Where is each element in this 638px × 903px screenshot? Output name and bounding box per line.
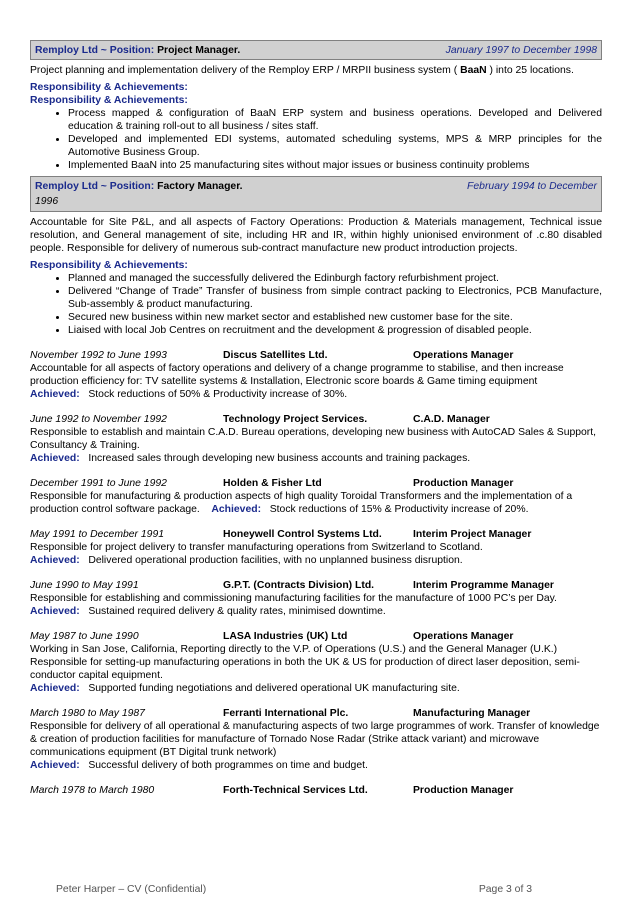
job-line [30,349,602,362]
achieved-text: Supported funding negotiations and delivered operational UK manufacturing site. [88,683,460,694]
job-role: Interim Programme Manager [413,580,554,591]
achieved-label: Achieved: [30,683,80,694]
job-line [30,528,602,541]
job-achievement [30,682,602,695]
job-description: Accountable for all aspects of factory operations and delivery of a change programme to stabilise, and then increase production efficiency for: TV satellite systems & Installation, Electronic score boards & Game timing equipment [30,363,564,387]
job-dates: December 1991 to June 1992 [30,478,167,489]
responsibility-heading: Responsibility & Achievements: [30,95,188,106]
job-line [30,579,602,592]
job-company: Ferranti International Plc. [223,708,349,719]
list-item: • Planned and managed the successfully delivered the Edinburgh factory refurbishment project. [68,272,602,285]
job-description: Working in San Jose, California, Reporting directly to the V.P. of Operations (U.S.) and the General Manager (U.K.) Responsible for setting-up manufacturing operations in both the UK & US for production of direct laser deposition, semi-conductor capital equipment. [30,644,580,681]
job-entry [30,477,602,516]
job-description: Responsible to establish and maintain C.A.D. Bureau operations, developing new business with AutoCAD Sales & Support, Consultancy & Training. [30,427,597,451]
achieved-label: Achieved: [30,389,80,400]
job-achievement [30,452,602,465]
achieved-text: Successful delivery of both programmes on time and budget. [88,760,368,771]
achieved-text: Sustained required delivery & quality rates, minimised downtime. [88,606,386,617]
position-description: Project planning and implementation delivery of the Remploy ERP / MRPII business system ( BaaN ) into 25 locations. [30,65,574,76]
job-entry [30,707,602,772]
achieved-text: Increased sales through developing new business accounts and training packages. [88,453,471,464]
job-company: Technology Project Services. [223,414,368,425]
list-item: • Developed and implemented EDI systems, automated scheduling systems, MPS & MRP principles for the Automotive Business Group. [68,133,602,159]
footer-title: Peter Harper – CV (Confidential) [56,884,207,895]
job-entry [30,413,602,465]
position-dates: January 1997 to December 1998 [445,44,597,56]
job-company: Discus Satellites Ltd. [223,350,328,361]
job-description: Responsible for project delivery to transfer manufacturing operations from Switzerland to Scotland. [30,542,483,553]
achieved-label: Achieved: [211,504,262,515]
job-role: Production Manager [413,478,514,489]
position-title: Remploy Ltd ~ Position: Factory Manager. [35,181,243,192]
job-entry [30,784,602,797]
achieved-label: Achieved: [30,555,80,566]
achievements-list [30,272,602,337]
job-role: C.A.D. Manager [413,414,490,425]
list-item: • Secured new business within new market sector and established new customer base for the site. [68,311,602,324]
page-number: Page 3 of 3 [478,884,532,895]
job-dates: June 1990 to May 1991 [30,580,139,591]
job-line [30,477,602,490]
job-achievement [30,388,602,401]
cv-page [30,40,602,797]
job-description: Responsible for manufacturing & production aspects of high quality Toroidal Transformers and the implementation of a production control software package. Achieved: Stock reductions of 15% & Productivity increase of 20%. [30,491,573,515]
job-role: Production Manager [413,785,514,796]
achieved-text: Stock reductions of 50% & Productivity increase of 30%. [88,389,348,400]
achievements-list [30,107,602,172]
achieved-label: Achieved: [30,453,80,464]
job-entry [30,579,602,618]
job-dates: May 1991 to December 1991 [30,529,165,540]
position-header-2 [30,176,602,212]
job-company: Honeywell Control Systems Ltd. [223,529,382,540]
page-footer [56,883,532,896]
job-role: Operations Manager [413,631,514,642]
job-company: Holden & Fisher Ltd [223,478,322,489]
job-role: Manufacturing Manager [413,708,531,719]
job-line [30,630,602,643]
job-history [30,349,602,797]
job-achievement [30,759,602,772]
job-line [30,413,602,426]
responsibility-heading: Responsibility & Achievements: [30,260,188,271]
job-company: G.P.T. (Contracts Division) Ltd. [223,580,375,591]
job-dates: March 1978 to March 1980 [30,785,155,796]
job-dates: March 1980 to May 1987 [30,708,145,719]
achieved-text: Stock reductions of 15% & Productivity increase of 20%. [269,504,529,515]
job-entry [30,349,602,401]
job-line [30,707,602,720]
position-dates: February 1994 to December [467,181,597,192]
job-description: Responsible for delivery of all operational & manufacturing aspects of two large programmes of work. Transfer of knowledge & creation of production facilities for manufacture of Tornado Nose Radar (Strike attack variant) and microwave communications equipment (BT Digital trunk network) [30,721,600,758]
job-entry [30,528,602,567]
job-dates: May 1987 to June 1990 [30,631,139,642]
job-role: Interim Project Manager [413,529,532,540]
achieved-text: Delivered operational production facilities, with no unplanned business disruption. [88,555,463,566]
job-company: LASA Industries (UK) Ltd [223,631,348,642]
job-achievement [30,554,602,567]
list-item: • Process mapped & configuration of BaaN ERP system and business operations. Developed and Delivered education & training roll-out to all business / sites staff. [68,107,602,133]
achieved-label: Achieved: [30,760,80,771]
position-dates-continued: 1996 [35,196,59,207]
job-dates: June 1992 to November 1992 [30,414,167,425]
job-role: Operations Manager [413,350,514,361]
job-company: Forth-Technical Services Ltd. [223,785,368,796]
job-entry [30,630,602,695]
job-dates: November 1992 to June 1993 [30,350,167,361]
list-item: • Delivered “Change of Trade” Transfer of business from simple contract packing to Electronics, PCB Manufacture, Sub-assembly & product manufacturing. [68,285,602,311]
job-description: Responsible for establishing and commissioning manufacturing facilities for the manufacture of 1000 PC’s per Day. [30,593,557,604]
list-item: • Liaised with local Job Centres on recruitment and the development & progression of disabled people. [68,324,602,337]
position-header-1 [30,40,602,60]
position-description: Accountable for Site P&L, and all aspects of Factory Operations: Production & Materials management, Technical issue resolution, and General management of site, including HR and IR, within highly unionised environment of .c.80 disabled people. Responsible for delivery of numerous sub-contract manufacture new product introduction projects. [30,217,602,254]
list-item: • Implemented BaaN into 25 manufacturing sites without major issues or business continuity problems [68,159,602,172]
achieved-label: Achieved: [30,606,80,617]
position-title: Remploy Ltd ~ Position: Project Manager. [35,44,241,56]
job-achievement [30,605,602,618]
responsibility-heading: Responsibility & Achievements: [30,82,188,93]
job-line [30,784,602,797]
